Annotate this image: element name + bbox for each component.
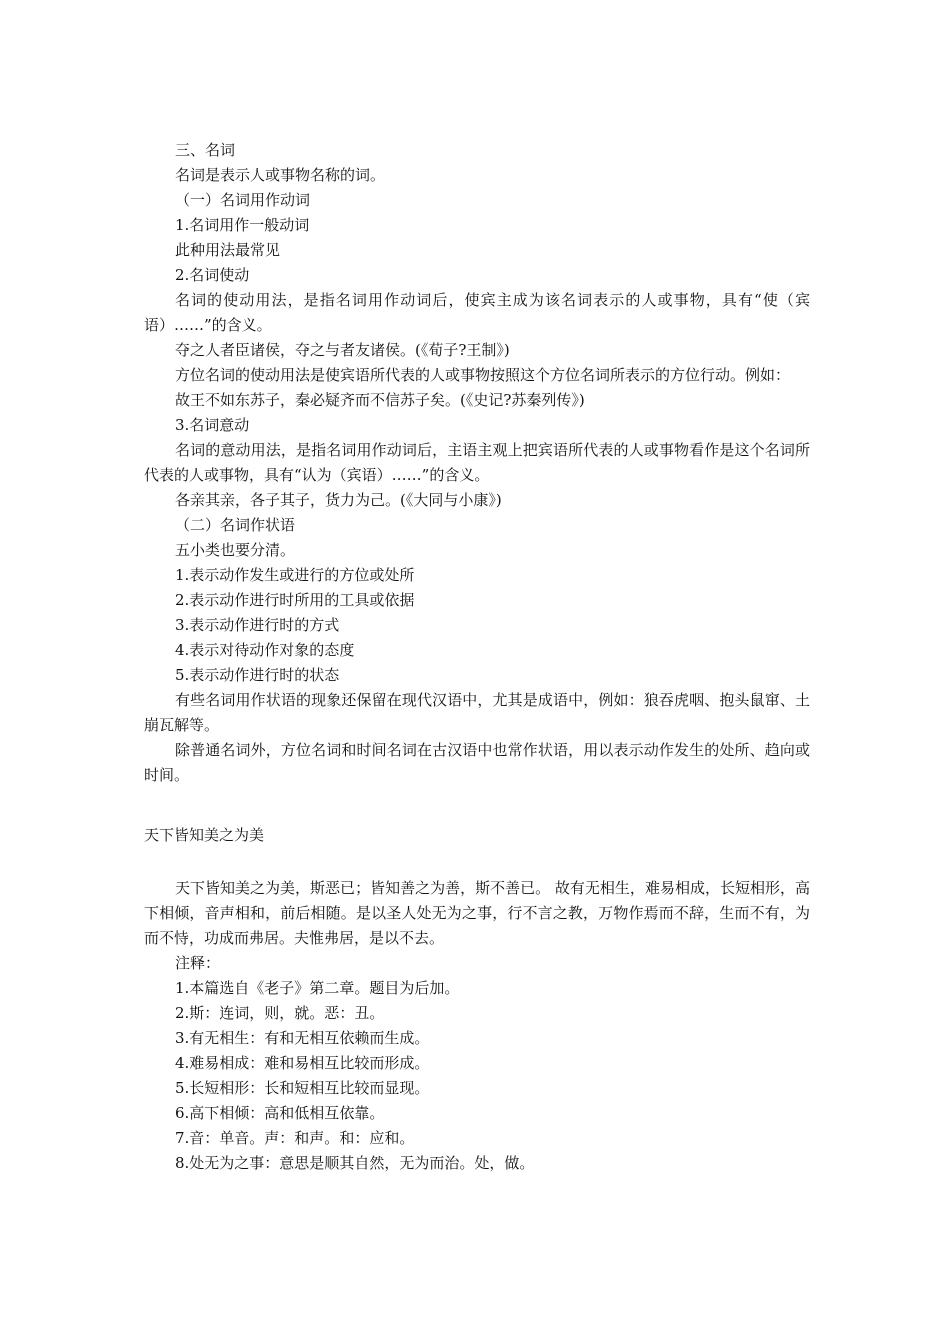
- example-quote: 各亲其亲，各子其子，货力为己。(《大同与小康》): [175, 491, 502, 509]
- note-item: 3.有无相生：有和无相互依赖而生成。: [175, 1029, 430, 1047]
- spacer: [144, 788, 810, 823]
- note-item: 4.难易相成：难和易相互比较而形成。: [175, 1054, 430, 1072]
- section-heading: 三、名词: [175, 141, 236, 159]
- example-quote: 故王不如东苏子，秦必疑齐而不信苏子矣。(《史记?苏秦列传》): [175, 391, 585, 409]
- subsection-heading: （二）名词作状语: [175, 516, 296, 534]
- note-item: 2.斯：连词，则，就。恶：丑。: [175, 1004, 385, 1022]
- document-page: [144, 138, 810, 1176]
- spacer: [144, 848, 810, 876]
- item-heading: 3.名词意动: [175, 416, 250, 434]
- paragraph: 名词是表示人或事物名称的词。: [175, 166, 386, 184]
- note-item: 7.音：单音。声：和声。和：应和。: [175, 1129, 415, 1147]
- list-item: 3.表示动作进行时的方式: [175, 616, 340, 634]
- essay-body: 天下皆知美之为美，斯恶已；皆知善之为善，斯不善已。 故有无相生，难易相成，长短相形，高下相倾，音声相和，前后相随。是以圣人处无为之事，行不言之教，万物作焉而不辞，生而不有，为而不恃，功成而弗居。夫惟弗居，是以不去。: [144, 879, 810, 947]
- example-quote: 夺之人者臣诸侯，夺之与者友诸侯。(《荀子?王制》): [175, 341, 510, 359]
- list-item: 1.表示动作发生或进行的方位或处所: [175, 566, 415, 584]
- note-item: 6.高下相倾：高和低相互依靠。: [175, 1104, 385, 1122]
- paragraph: 五小类也要分清。: [175, 541, 296, 559]
- note-item: 5.长短相形：长和短相互比较而显现。: [175, 1079, 430, 1097]
- paragraph: 有些名词用作状语的现象还保留在现代汉语中，尤其是成语中，例如：狼吞虎咽、抱头鼠窜、土崩瓦解等。: [144, 691, 810, 734]
- paragraph: 除普通名词外，方位名词和时间名词在古汉语中也常作状语，用以表示动作发生的处所、趋向或时间。: [144, 741, 810, 784]
- list-item: 4.表示对待动作对象的态度: [175, 641, 355, 659]
- essay-title: 天下皆知美之为美: [144, 826, 265, 844]
- paragraph: 此种用法最常见: [175, 241, 281, 259]
- item-heading: 2.名词使动: [175, 266, 250, 284]
- note-item: 1.本篇选自《老子》第二章。题目为后加。: [175, 979, 460, 997]
- subsection-heading: （一）名词用作动词: [175, 191, 311, 209]
- paragraph: 方位名词的使动用法是使宾语所代表的人或事物按照这个方位名词所表示的方位行动。例如：: [175, 366, 791, 384]
- paragraph: 名词的意动用法，是指名词用作动词后，主语主观上把宾语所代表的人或事物看作是这个名词所代表的人或事物，具有“认为（宾语）……”的含义。: [144, 441, 810, 484]
- item-heading: 1.名词用作一般动词: [175, 216, 310, 234]
- list-item: 2.表示动作进行时所用的工具或依据: [175, 591, 415, 609]
- notes-label: 注释：: [175, 954, 221, 972]
- paragraph: 名词的使动用法，是指名词用作动词后，使宾主成为该名词表示的人或事物，具有“使（宾语）……”的含义。: [144, 291, 810, 334]
- note-item: 8.处无为之事：意思是顺其自然，无为而治。处，做。: [175, 1154, 535, 1172]
- list-item: 5.表示动作进行时的状态: [175, 666, 340, 684]
